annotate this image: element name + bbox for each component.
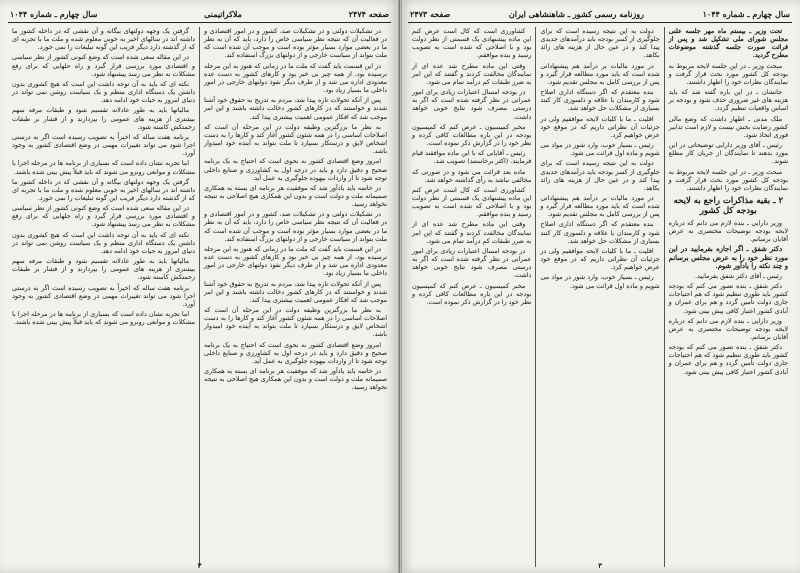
paragraph: مخبر کمیسیون ـ عرض کنم که کمیسیون بودجه در این باره مطالعات کافی کرده و نظر خود را در گزارش ذکر نموده است. [412, 281, 532, 306]
paragraph: در این مقاله سعی شده است که وضع کنونی کشور از نظر سیاسی و اقتصادی مورد بررسی قرار گیرد و راه حلهایی که برای رفع مشکلات به نظر می رسد پیشنهاد شود. [12, 53, 195, 78]
right-page-columns [408, 27, 792, 567]
paragraph: جانشان ـ در این باره گفته شد که باید هزینه های غیر ضروری حذف شود و بودجه بر اساس واقعیات تنظیم گردد. [668, 88, 788, 113]
paragraph: دکتر شفق ـ بنده تصور می کنم که بودجه کشور باید طوری تنظیم شود که هم احتیاجات جاری دولت تأمین گردد و هم برای عمران و آبادی کشور اعتبار کافی پیش بینی شود. [668, 282, 788, 315]
paragraph: به نظر ما بزرگترین وظیفه دولت در این مرحله آن است که اصلاحات اساسی را در همه شئون کشور آغاز کند و کارها را به دست اشخاص لایق و درستکار بسپارد تا ملت بتواند به آینده خود امیدوار باشد. [204, 122, 387, 156]
paragraph: تحت وزیر ـ بیستم ماه مهر جلسه علنی مجلس شورای ملی تشکیل شد و پس از قرائت صورت جلسه گذشته موضوعات مطرح گردید. [668, 27, 788, 60]
paragraph: پس از آنکه تحولات تازه پیدا شد، مردم به تدریج به حقوق خود آشنا شدند و خواستند که در کارهای کشور دخالت داشته باشند و این امر موجب شد که افکار عمومی اهمیت بیشتری پیدا کند. [204, 96, 387, 121]
paragraph: گرفتن یک وجهه دولتهای بیگانه و آن نقشی که در داخله کشور ما داشته اند در سالهای اخیر به خوبی معلوم شده و ملت ما با تجربه ای که از گذشته دارد دیگر فریب این گونه تبلیغات را نمی خورد. [12, 27, 195, 52]
paragraph: رئیس ـ آقای دکتر شفق بفرمایید. [694, 271, 782, 280]
left-page-columns [8, 27, 391, 567]
paragraph: وقتی این ماده مطرح شد عده ای از نمایندگان مخالفت کردند و گفتند که این امر به ضرر طبقات کم درآمد تمام می شود. [412, 220, 532, 245]
paragraph: به نظر ما بزرگترین وظیفه دولت در این مرحله آن است که اصلاحات اساسی را در همه شئون کشور آغاز کند و کارها را به دست اشخاص لایق و درستکار بسپارد تا ملت بتواند به آینده خود امیدوار باشد. [204, 306, 387, 339]
paragraph: در تشکیلات دولتی و در تشکیلات صد، کشور و در امور اقتصادی و در فعالیت آن که نتیجه نظر سیاسی خاص را دارد، باید که آن به نظر ما در بعضی موارد بسیار مؤثر بوده است و موجب آن شده است که ملت بتواند از سیاست خارجی و از دولتهای بزرگ استفاده کند. [204, 27, 387, 60]
paragraph: اقلیت ـ ما با کلیات لایحه موافقیم ولی در جزئیات آن نظراتی داریم که در موقع خود عرض خواهیم کرد. [540, 114, 660, 139]
paragraph: در تشکیلات دولتی و در تشکیلات صد، کشور و در امور اقتصادی و در فعالیت آن که نتیجه نظر سیاسی خاص را دارد، باید که آن به نظر ما در بعضی موارد بسیار مؤثر بوده است و موجب آن شده است که ملت بتواند از سیاست خارجی و از دولتهای بزرگ استفاده کند. [204, 210, 387, 243]
paragraph: دکتر شفق ـ بنده تصور می کنم که بودجه کشور باید طوری تنظیم شود که هم احتیاجات جاری دولت تأمین گردد و هم برای عمران و آبادی کشور اعتبار کافی پیش بینی شود. [668, 343, 788, 376]
paragraph: در مورد مالیات بر درآمد هم پیشنهاداتی شده است که باید مورد مطالعه قرار گیرد و پس از بررسی کامل به مجلس تقدیم شود. [540, 193, 660, 219]
right-page-issue: سال چهارم ـ شماره ۱۰۴۴ [702, 8, 790, 19]
right-page-footer: ۳ [598, 561, 602, 570]
paragraph: کشاورزی است که کال است عرض کنم این ماده پیشنهادی یک قسمتی از نظر دولت بود و با اصلاحی که شده است به تصویب رسید و بنده موافقم. [412, 185, 532, 219]
right-page [400, 0, 800, 573]
paragraph: مالیاتها باید به طور عادلانه تقسیم شود و طبقات مرفه سهم بیشتری از هزینه های عمومی را بپردازند و از فشار بر طبقات زحمتکش کاسته شود. [12, 257, 195, 282]
paragraph: رئیس ـ آقایانی که با این ماده موافقند قیام فرمایند. (اکثر برخاستند) تصویب شد. [412, 149, 532, 166]
paragraph: در بودجه امسال اعتبارات زیادی برای امور عمرانی در نظر گرفته شده است که اگر به درستی مصرف شود نتایج خوبی خواهد داشت. [412, 88, 532, 121]
paragraph: بنده معتقدم که اگر دستگاه اداری اصلاح شود و کارمندان با علاقه و دلسوزی کار کنند بسیاری از مشکلات حل خواهد شد. [540, 88, 660, 113]
paragraph: رئیس ـ آقای وزیر دارایی توضیحاتی در این مورد بدهند تا نمایندگان از جریان کار مطلع شوند. [668, 141, 788, 166]
paragraph: پس از آنکه تحولات تازه پیدا شد، مردم به تدریج به حقوق خود آشنا شدند و خواستند که در کارهای کشور دخالت داشته باشند و این امر موجب شد که افکار عمومی اهمیت بیشتری پیدا کند. [204, 279, 387, 304]
left-page-number: صفحه ۲۴۷۴ [348, 8, 389, 19]
left-page-footer: ۳ [197, 561, 202, 570]
paragraph: ملک مدنی ـ اظهار داشت که وضع مالی کشور رضایت بخش نیست و لازم است تدابیر فوری اتخاذ شود. [668, 114, 788, 139]
paragraph: در خاتمه باید یادآور شد که موفقیت هر برنامه ای بسته به همکاری صمیمانه ملت و دولت است و بدون این همکاری هیچ اصلاحی به نتیجه نخواهد رسید. [204, 367, 387, 392]
paragraph: وزیر دارایی ـ بنده لازم می دانم که درباره لایحه بودجه توضیحات مختصری به عرض آقایان برسانم. [668, 316, 788, 341]
paragraph: در این قسمت باید گفت که ملت ما در زمانی که هنوز به این مرحله نرسیده بود، از همه چیز بی خبر بود و کارهای کشور به دست عده معدودی اداره می شد و از طرف دیگر نفوذ دولتهای خارجی در امور داخلی ما بسیار زیاد بود. [204, 244, 387, 278]
paragraph: مبحث وزیر ـ در این جلسه لایحه مربوط به بودجه کل کشور مورد بحث قرار گرفت و نمایندگان نظرات خود را اظهار داشتند. [668, 167, 788, 192]
paragraph: اما تجربه نشان داده است که بسیاری از برنامه ها در مرحله اجرا با مشکلات و موانعی روبرو می شوند که باید قبلاً پیش بینی شده باشند. [12, 310, 195, 327]
paragraph: گرفتن یک وجهه دولتهای بیگانه و آن نقشی که در داخله کشور ما داشته اند در سالهای اخیر به خوبی معلوم شده و ملت ما با تجربه ای که از گذشته دارد دیگر فریب این گونه تبلیغات را نمی خورد. [12, 177, 195, 202]
paragraph: بنده معتقدم که اگر دستگاه اداری اصلاح شود و کارمندان با علاقه و دلسوزی کار کنند بسیاری از مشکلات حل خواهد شد. [540, 220, 660, 245]
paragraph: نکته ای که باید به آن توجه داشت این است که هیچ کشوری بدون داشتن یک دستگاه اداری منظم و یک سیاست روشن نمی تواند در دنیای امروز به حیات خود ادامه دهد. [12, 79, 195, 105]
left-page-masthead: ملاکراتیمنی [204, 8, 242, 19]
section-title: ۲ ـ بقیه مذاکرات راجع به لایحه بودجه کل کشور [673, 195, 784, 216]
left-page-issue: سال چهارم ـ شماره ۱۰۴۴ [10, 8, 98, 19]
right-page-column-middle [536, 27, 664, 567]
right-page-column-right [665, 27, 792, 567]
paragraph: مبحث وزیر ـ در این جلسه لایحه مربوط به بودجه کل کشور مورد بحث قرار گرفت و نمایندگان نظرات خود را اظهار داشتند. [668, 61, 788, 86]
paragraph: مخبر کمیسیون ـ عرض کنم که کمیسیون بودجه در این باره مطالعات کافی کرده و نظر خود را در گزارش ذکر نموده است. [412, 122, 532, 148]
paragraph: دولت به این نتیجه رسیده است که برای جلوگیری از کسر بودجه باید درآمدهای جدیدی پیدا کند و در عین حال از هزینه های زائد بکاهد. [540, 27, 660, 60]
paragraph: در بودجه امسال اعتبارات زیادی برای امور عمرانی در نظر گرفته شده است که اگر به درستی مصرف شود نتایج خوبی خواهد داشت. [412, 246, 532, 280]
left-page-header [8, 6, 391, 23]
paragraph: برنامه هفت ساله که اخیراً به تصویب رسیده است اگر به درستی اجرا شود می تواند تغییرات مهمی در وضع اقتصادی کشور به وجود آورد. [12, 132, 195, 158]
paragraph: برنامه هفت ساله که اخیراً به تصویب رسیده است اگر به درستی اجرا شود می تواند تغییرات مهمی در وضع اقتصادی کشور به وجود آورد. [12, 283, 195, 308]
right-page-column-left [408, 27, 536, 567]
paragraph: ماده بعد قرائت می شود و در صورتی که مخالفی نباشد به رأی گذاشته خواهد شد. [412, 167, 532, 184]
left-page-column-left [8, 27, 200, 567]
paragraph: نکته ای که باید به آن توجه داشت این است که هیچ کشوری بدون داشتن یک دستگاه اداری منظم و یک سیاست روشن نمی تواند در دنیای امروز به حیات خود ادامه دهد. [12, 230, 195, 255]
paragraph: اقلیت ـ ما با کلیات لایحه موافقیم ولی در جزئیات آن نظراتی داریم که در موقع خود عرض خواهیم کرد. [540, 246, 660, 272]
right-page-header [408, 6, 792, 23]
paragraph: در این قسمت باید گفت که ملت ما در زمانی که هنوز به این مرحله نرسیده بود، از همه چیز بی خبر بود و کارهای کشور به دست عده معدودی اداره می شد و از طرف دیگر نفوذ دولتهای خارجی در امور داخلی ما بسیار زیاد بود. [204, 61, 387, 95]
paragraph: امروز وضع اقتصادی کشور به نحوی است که احتیاج به یک برنامه صحیح و دقیق دارد و باید در درجه اول به کشاورزی و صنایع داخلی توجه شود تا از واردات بیهوده جلوگیری به عمل آید. [204, 340, 387, 365]
right-page-number: صفحه ۲۴۷۳ [410, 8, 451, 19]
speaker-line: دکتر شفق ـ اگر اجازه بفرمایید در این مورد نظر خود را به عرض مجلس برسانم و چند نکته را یادآور شوم. [668, 245, 788, 270]
paragraph: رئیس ـ بسیار خوب، وارد شور در مواد می شویم و ماده اول قرائت می شود. [540, 141, 660, 158]
paragraph: کشاورزی است که کال است عرض کنم این ماده پیشنهادی یک قسمتی از نظر دولت بود و با اصلاحی که شده است به تصویب رسید و بنده موافقم. [412, 27, 532, 60]
paragraph: وزیر دارایی ـ بنده لازم می دانم که درباره لایحه بودجه توضیحات مختصری به عرض آقایان برسانم. [668, 218, 788, 244]
paragraph: وقتی این ماده مطرح شد عده ای از نمایندگان مخالفت کردند و گفتند که این امر به ضرر طبقات کم درآمد تمام می شود. [412, 61, 532, 86]
paragraph: در خاتمه باید یادآور شد که موفقیت هر برنامه ای بسته به همکاری صمیمانه ملت و دولت است و بدون این همکاری هیچ اصلاحی به نتیجه نخواهد رسید. [204, 183, 387, 209]
paragraph: مالیاتها باید به طور عادلانه تقسیم شود و طبقات مرفه سهم بیشتری از هزینه های عمومی را بپردازند و از فشار بر طبقات زحمتکش کاسته شود. [12, 106, 195, 131]
paragraph: در این مقاله سعی شده است که وضع کنونی کشور از نظر سیاسی و اقتصادی مورد بررسی قرار گیرد و راه حلهایی که برای رفع مشکلات به نظر می رسد پیشنهاد شود. [12, 204, 195, 229]
paragraph: دولت به این نتیجه رسیده است که برای جلوگیری از کسر بودجه باید درآمدهای جدیدی پیدا کند و در عین حال از هزینه های زائد بکاهد. [540, 159, 660, 192]
left-page-column-right [200, 27, 391, 567]
page-gutter [398, 0, 402, 573]
paragraph: اما تجربه نشان داده است که بسیاری از برنامه ها در مرحله اجرا با مشکلات و موانعی روبرو می شوند که باید قبلاً پیش بینی شده باشند. [12, 159, 195, 176]
paragraph: امروز وضع اقتصادی کشور به نحوی است که احتیاج به یک برنامه صحیح و دقیق دارد و باید در درجه اول به کشاورزی و صنایع داخلی توجه شود تا از واردات بیهوده جلوگیری به عمل آید. [204, 157, 387, 182]
paragraph: در مورد مالیات بر درآمد هم پیشنهاداتی شده است که باید مورد مطالعه قرار گیرد و پس از بررسی کامل به مجلس تقدیم شود. [540, 61, 660, 86]
right-page-masthead: روزنامه رسمی کشور ـ شاهنشاهی ایران [508, 8, 645, 19]
paragraph: رئیس ـ بسیار خوب، وارد شور در مواد می شویم و ماده اول قرائت می شود. [540, 273, 660, 290]
